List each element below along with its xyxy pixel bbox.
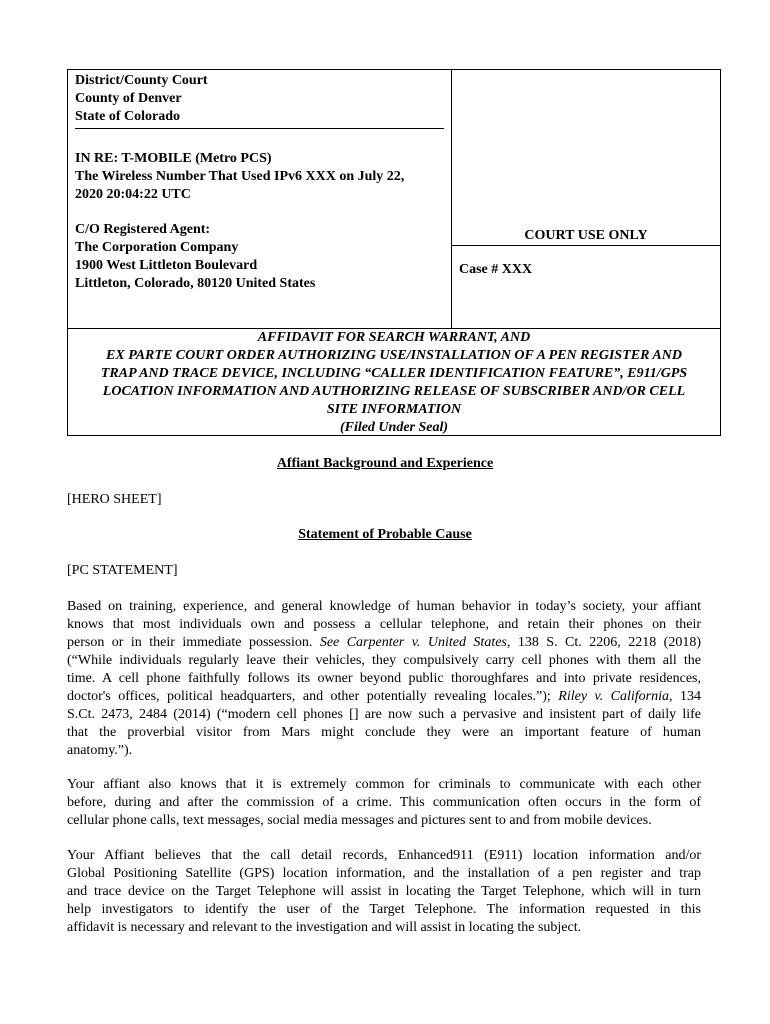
in-re-line: 2020 20:04:22 UTC [75, 187, 191, 202]
agent-line: 1900 West Littleton Boulevard [75, 258, 258, 273]
text-line [67, 688, 701, 706]
section-heading-background: Affiant Background and Experience [276, 456, 494, 471]
text-line: Your Affiant believes that the call detail records, Enhanced911 (E911) location information and/or [67, 848, 701, 863]
text-line: that the proverbial visitor from Mars might conclude they were an important feature of human [67, 725, 701, 740]
text-line [67, 634, 701, 652]
in-re-line: IN RE: T-MOBILE (Metro PCS) [75, 151, 272, 166]
court-use-only-label: COURT USE ONLY [452, 227, 720, 246]
caption-left-cell [68, 70, 452, 328]
case-number: Case # XXX [459, 262, 533, 277]
text-line: S.Ct. 2473, 2484 (2014) (“modern cell phones [] are now such a pervasive and insistent part of daily life [67, 707, 701, 722]
text-line: help investigators to identify the user of the Target Telephone. The information requested in this [67, 902, 701, 917]
text-line: and trace device on the Target Telephone will assist in locating the Target Telephone, which will in turn [67, 884, 701, 899]
title-line: (Filed Under Seal) [339, 420, 449, 435]
court-name-block [75, 72, 208, 126]
text-line: anatomy.”). [67, 743, 133, 758]
text-line: affidavit is necessary and relevant to the investigation and will assist in locating the subject. [67, 920, 582, 935]
in-re-line: The Wireless Number That Used IPv6 XXX on July 22, [75, 169, 405, 184]
caption-box [67, 69, 721, 436]
title-line: EX PARTE COURT ORDER AUTHORIZING USE/INSTALLATION OF A PEN REGISTER AND [106, 348, 682, 363]
text-line: Your affiant also knows that it is extremely common for criminals to communicate with each other [67, 777, 701, 792]
caption-right-cell [452, 70, 720, 328]
paragraph-cell-phone-possession [67, 598, 701, 760]
text-span: doctor's offices, political headquarters, and other potentially revealing locales.”); [67, 689, 559, 704]
caption-divider-rule [75, 128, 444, 129]
text-line: before, during and after the commission of a crime. This communication often occurs in the form of [67, 795, 701, 810]
text-line: cellular phone calls, text messages, social media messages and pictures sent to and from mobile devices. [67, 813, 652, 828]
county-line: County of Denver [75, 91, 182, 106]
pc-statement-placeholder: [PC STATEMENT] [67, 563, 178, 578]
title-line: TRAP AND TRACE DEVICE, INCLUDING “CALLER IDENTIFICATION FEATURE”, E911/GPS [100, 366, 688, 381]
section-heading-probable-cause: Statement of Probable Cause [298, 527, 472, 542]
text-line: Based on training, experience, and general knowledge of human behavior in today’s society, your affiant [67, 599, 701, 614]
state-line: State of Colorado [75, 109, 180, 124]
text-line: time. A cell phone faithfully follows its owner beyond public thoroughfares and into private residences, [67, 671, 701, 686]
title-line: LOCATION INFORMATION AND AUTHORIZING RELEASE OF SUBSCRIBER AND/OR CELL [102, 384, 686, 399]
text-span: person or in their immediate possession. [67, 635, 320, 650]
text-line: (“While individuals regularly leave their vehicles, they compulsively carry cell phones with them all the [67, 653, 701, 668]
court-line: District/County Court [75, 73, 208, 88]
registered-agent-block [75, 221, 315, 293]
paragraph-criminal-communication [67, 776, 701, 830]
case-citation: Riley v. California [558, 689, 670, 704]
text-line: Global Positioning Satellite (GPS) location information, and the installation of a pen register and trap [67, 866, 701, 881]
title-line: AFFIDAVIT FOR SEARCH WARRANT, AND [257, 330, 531, 345]
agent-line: Littleton, Colorado, 80120 United States [75, 276, 316, 291]
hero-sheet-placeholder: [HERO SHEET] [67, 492, 162, 507]
paragraph-records-request [67, 847, 701, 937]
in-re-block [75, 150, 404, 204]
text-span: , 138 S. Ct. 2206, 2218 (2018) [506, 635, 701, 650]
text-span: , 134 [669, 689, 702, 704]
agent-line: C/O Registered Agent: [75, 222, 211, 237]
case-citation: See Carpenter v. United States [319, 635, 507, 650]
title-line: SITE INFORMATION [326, 402, 462, 417]
affidavit-title [68, 328, 720, 436]
text-line: knows that most individuals own and possess a cellular telephone, and retain their phones on their [67, 617, 701, 632]
agent-line: The Corporation Company [75, 240, 239, 255]
